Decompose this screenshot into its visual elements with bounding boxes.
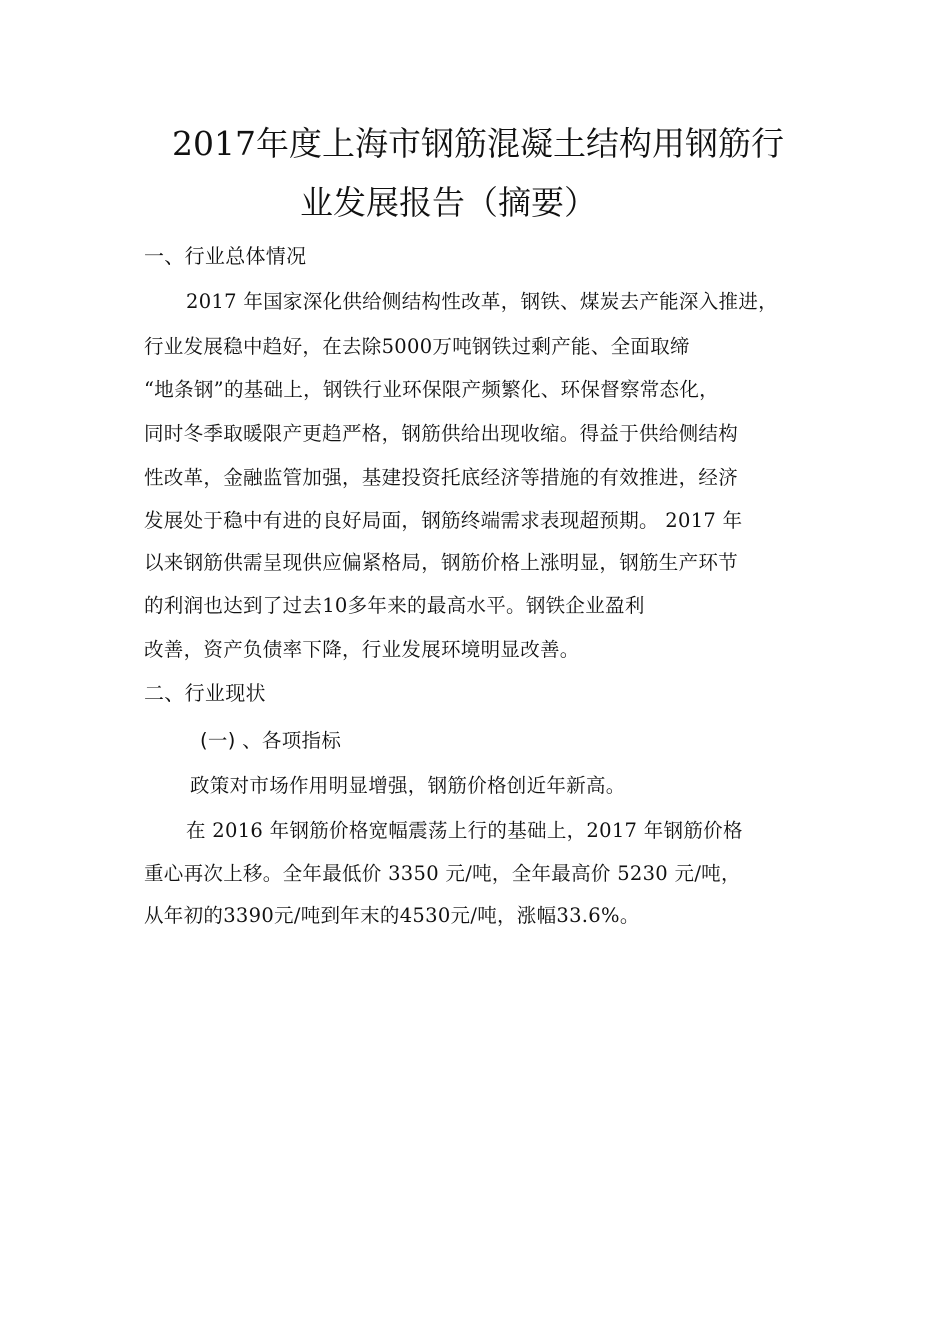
section-1-heading: 一、行业总体情况 xyxy=(144,244,307,268)
paragraph-line: 行业发展稳中趋好，在去除5000万吨钢铁过剩产能、全面取缔 xyxy=(144,335,690,358)
paragraph-line: 改善，资产负债率下降，行业发展环境明显改善。 xyxy=(144,638,580,661)
paragraph-line: 重心再次上移。全年最低价 3350 元/吨，全年最高价 5230 元/吨， xyxy=(144,862,741,885)
paragraph-line: 同时冬季取暖限产更趋严格，钢筋供给出现收缩。得益于供给侧结构 xyxy=(144,422,739,445)
title-line-1: 2017年度上海市钢筋混凝土结构用钢筋行 xyxy=(172,124,784,163)
paragraph-line: 从年初的3390元/吨到年末的4530元/吨，涨幅33.6%。 xyxy=(144,904,640,927)
paragraph-line: 以来钢筋供需呈现供应偏紧格局，钢筋价格上涨明显，钢筋生产环节 xyxy=(144,551,739,574)
paragraph-line: 政策对市场作用明显增强，钢筋价格创近年新高。 xyxy=(190,774,626,797)
paragraph-line: 发展处于稳中有进的良好局面，钢筋终端需求表现超预期。 2017 年 xyxy=(144,509,743,532)
section-2-heading: 二、行业现状 xyxy=(144,681,266,705)
paragraph-line: 的利润也达到了过去10多年来的最高水平。钢铁企业盈利 xyxy=(144,594,645,617)
subsection-heading: (一) 、各项指标 xyxy=(200,729,342,752)
paragraph-line: 在 2016 年钢筋价格宽幅震荡上行的基础上，2017 年钢筋价格 xyxy=(186,819,743,842)
paragraph-line: “地条钢”的基础上，钢铁行业环保限产频繁化、环保督察常态化， xyxy=(144,378,719,401)
title-line-2: 业发展报告（摘要） xyxy=(300,183,597,222)
paragraph-line: 2017 年国家深化供给侧结构性改革，钢铁、煤炭去产能深入推进， xyxy=(186,290,778,313)
paragraph-line: 性改革，金融监管加强，基建投资托底经济等措施的有效推进，经济 xyxy=(144,466,739,489)
